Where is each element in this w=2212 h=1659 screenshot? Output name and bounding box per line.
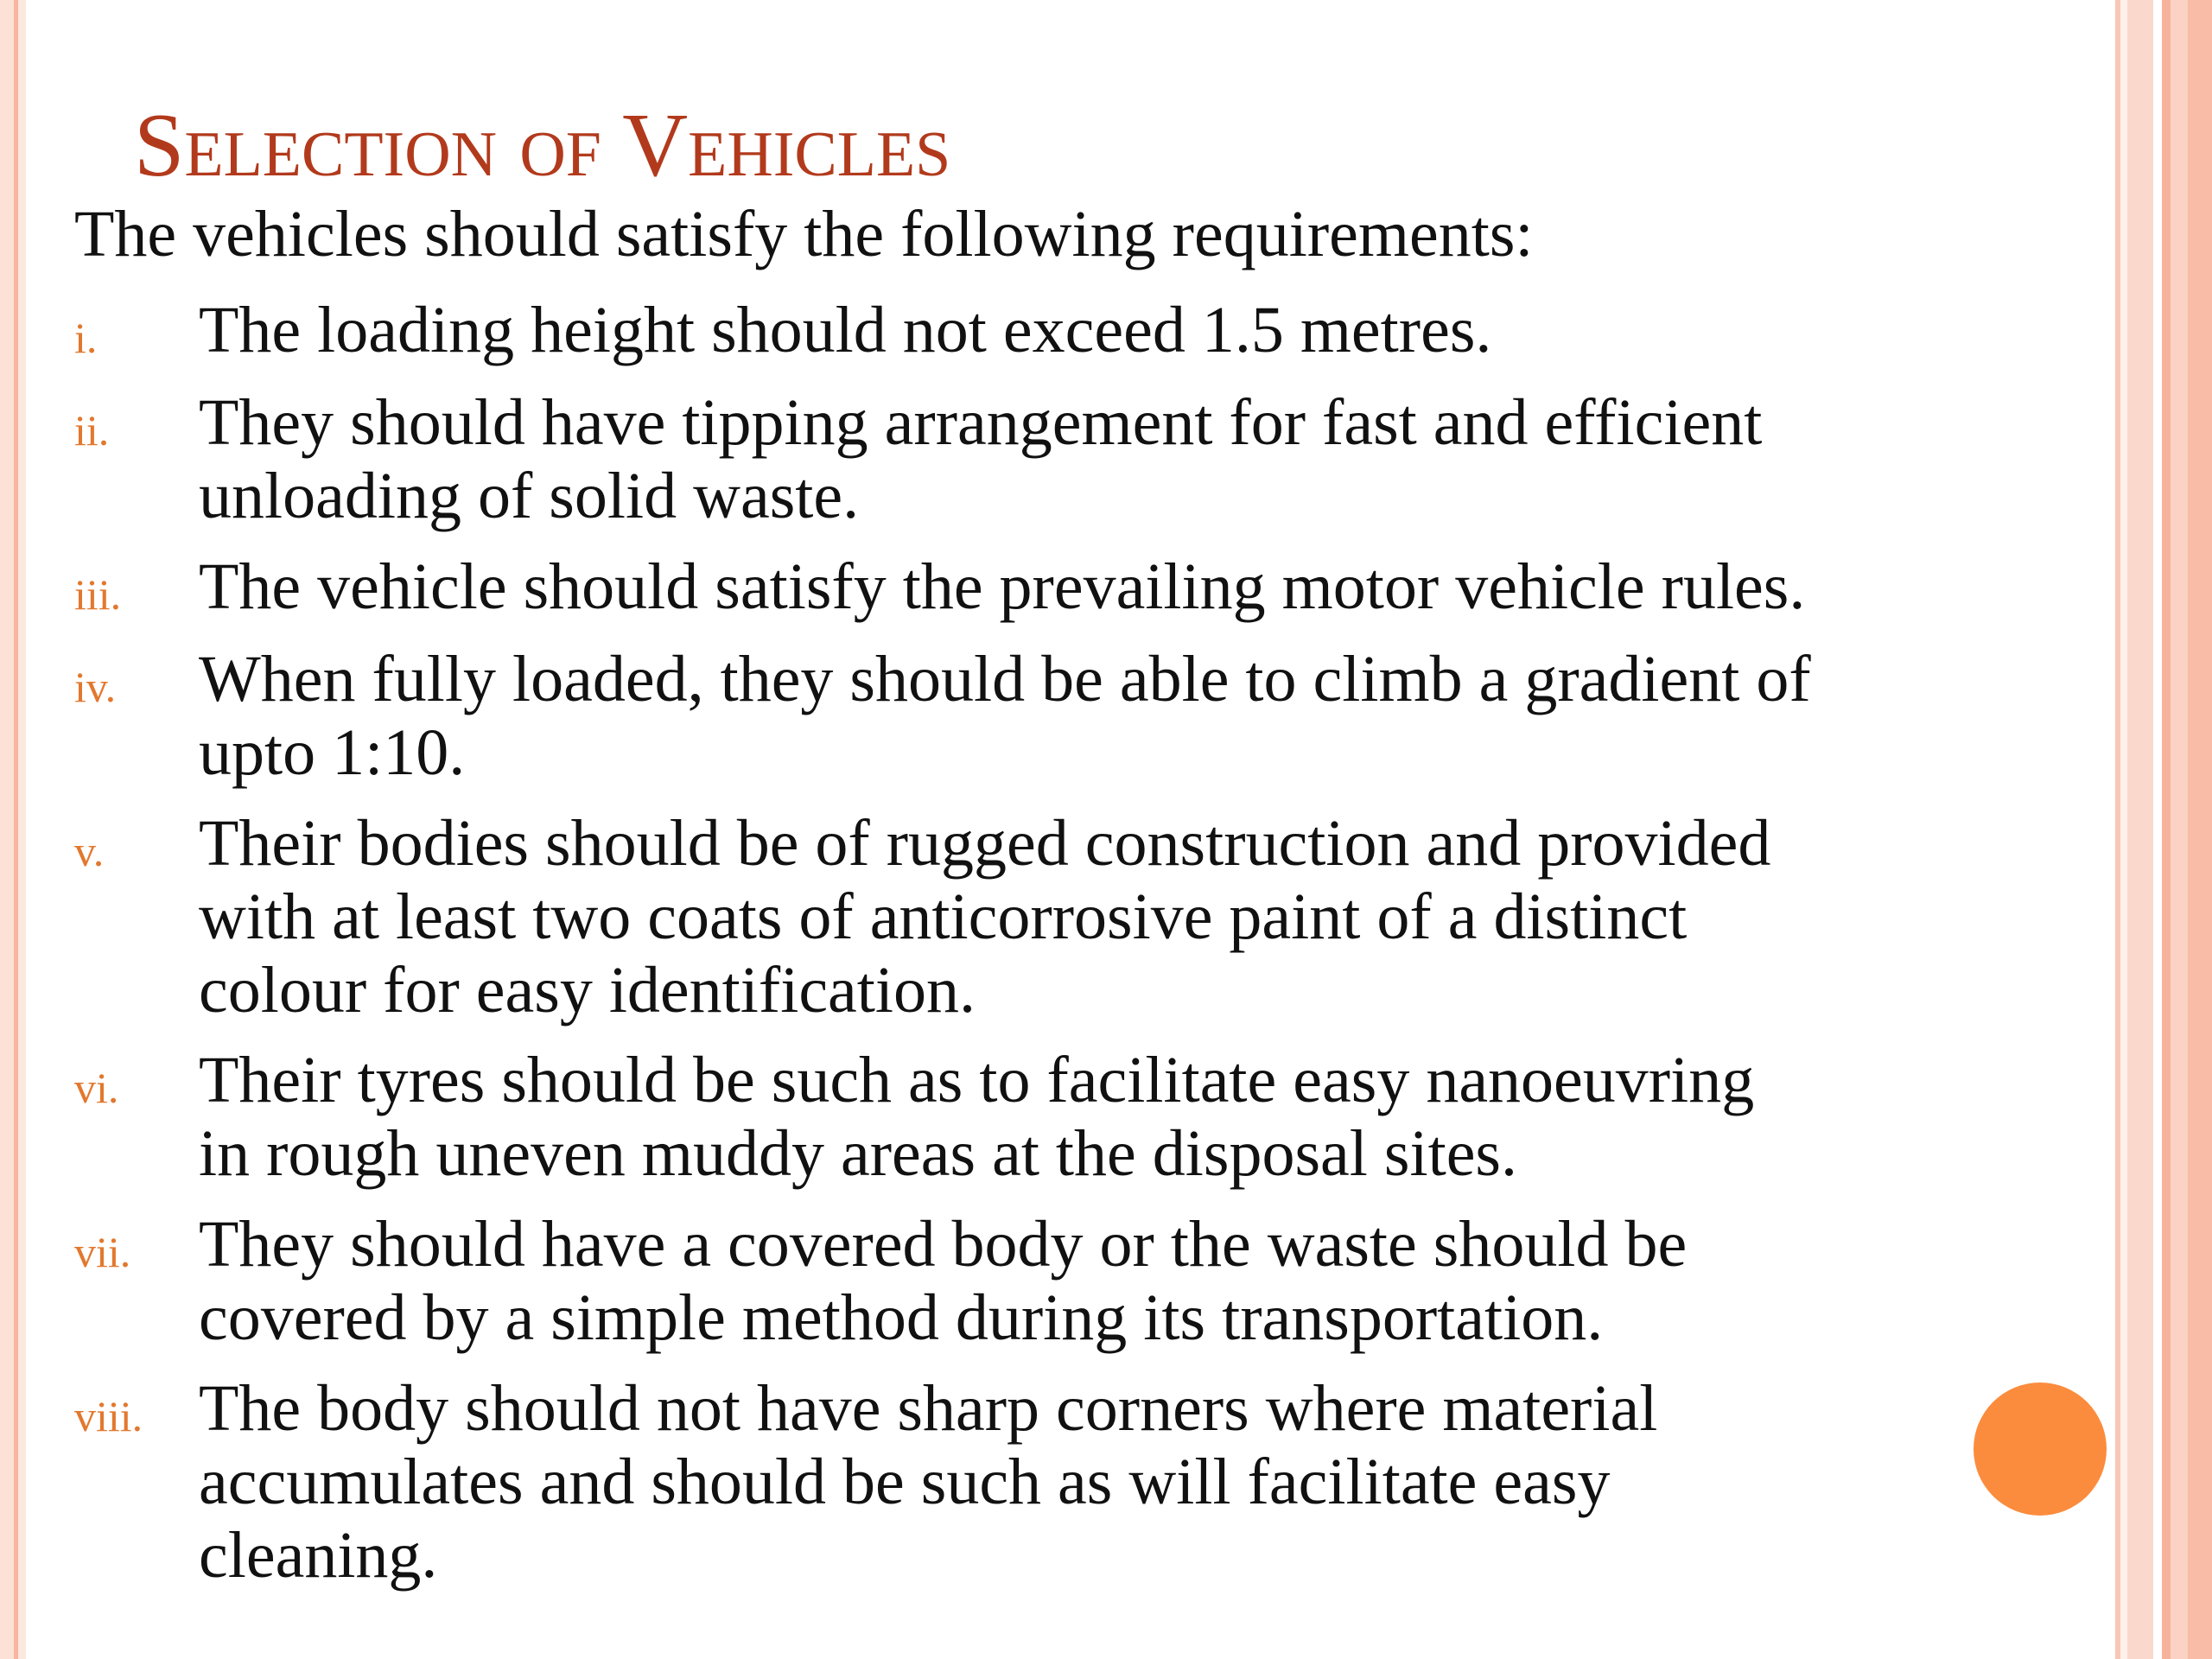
requirement-line: They should have a covered body or the waste should be xyxy=(199,1208,1688,1281)
requirement-number: iii. xyxy=(74,570,122,619)
requirement-line: with at least two coats of anticorrosive paint of a distinct xyxy=(199,880,1688,953)
requirement-line: The loading height should not exceed 1.5 metres. xyxy=(199,294,1492,366)
requirement-line: upto 1:10. xyxy=(199,716,466,789)
decorative-orange-circle xyxy=(1974,1382,2107,1516)
requirement-text xyxy=(199,386,2113,533)
requirement-line: When fully loaded, they should be able to climb a gradient of xyxy=(199,643,1811,715)
requirement-text xyxy=(199,1208,2113,1355)
requirement-line: covered by a simple method during its transportation. xyxy=(199,1281,1604,1354)
requirement-line: colour for easy identification. xyxy=(199,954,976,1027)
requirement-number: vii. xyxy=(74,1228,131,1276)
requirement-line: in rough uneven muddy areas at the disposal sites. xyxy=(199,1117,1518,1190)
requirement-number: iv. xyxy=(74,663,117,711)
requirement-number: v. xyxy=(74,827,105,875)
requirement-text xyxy=(199,550,2113,624)
requirement-text xyxy=(199,807,2113,1027)
requirement-number: i. xyxy=(74,314,98,362)
requirement-line: unloading of solid waste. xyxy=(199,460,860,532)
slide-intro: The vehicles should satisfy the following requirements: xyxy=(74,198,1534,270)
requirement-text xyxy=(199,1372,1970,1592)
requirement-text xyxy=(199,294,2113,367)
requirement-text xyxy=(199,1044,2113,1191)
requirement-line: cleaning. xyxy=(199,1519,438,1592)
requirement-line: The body should not have sharp corners where material xyxy=(199,1372,1658,1445)
requirement-line: The vehicle should satisfy the prevailing motor vehicle rules. xyxy=(199,550,1806,623)
requirement-number: vi. xyxy=(74,1064,119,1112)
requirement-number: viii. xyxy=(74,1392,143,1440)
requirement-line: They should have tipping arrangement for fast and efficient xyxy=(199,386,1763,459)
right-decorative-stripes xyxy=(2115,0,2212,1659)
requirement-line: accumulates and should be such as will facilitate easy xyxy=(199,1446,1611,1518)
left-decorative-stripe xyxy=(0,0,26,1659)
requirement-line: Their bodies should be of rugged construction and provided xyxy=(199,807,1771,880)
requirement-line: Their tyres should be such as to facilitate easy nanoeuvring xyxy=(199,1044,1755,1116)
requirement-text xyxy=(199,643,2113,790)
slide-title: Selection of Vehicles xyxy=(134,94,951,195)
requirement-number: ii. xyxy=(74,406,110,454)
